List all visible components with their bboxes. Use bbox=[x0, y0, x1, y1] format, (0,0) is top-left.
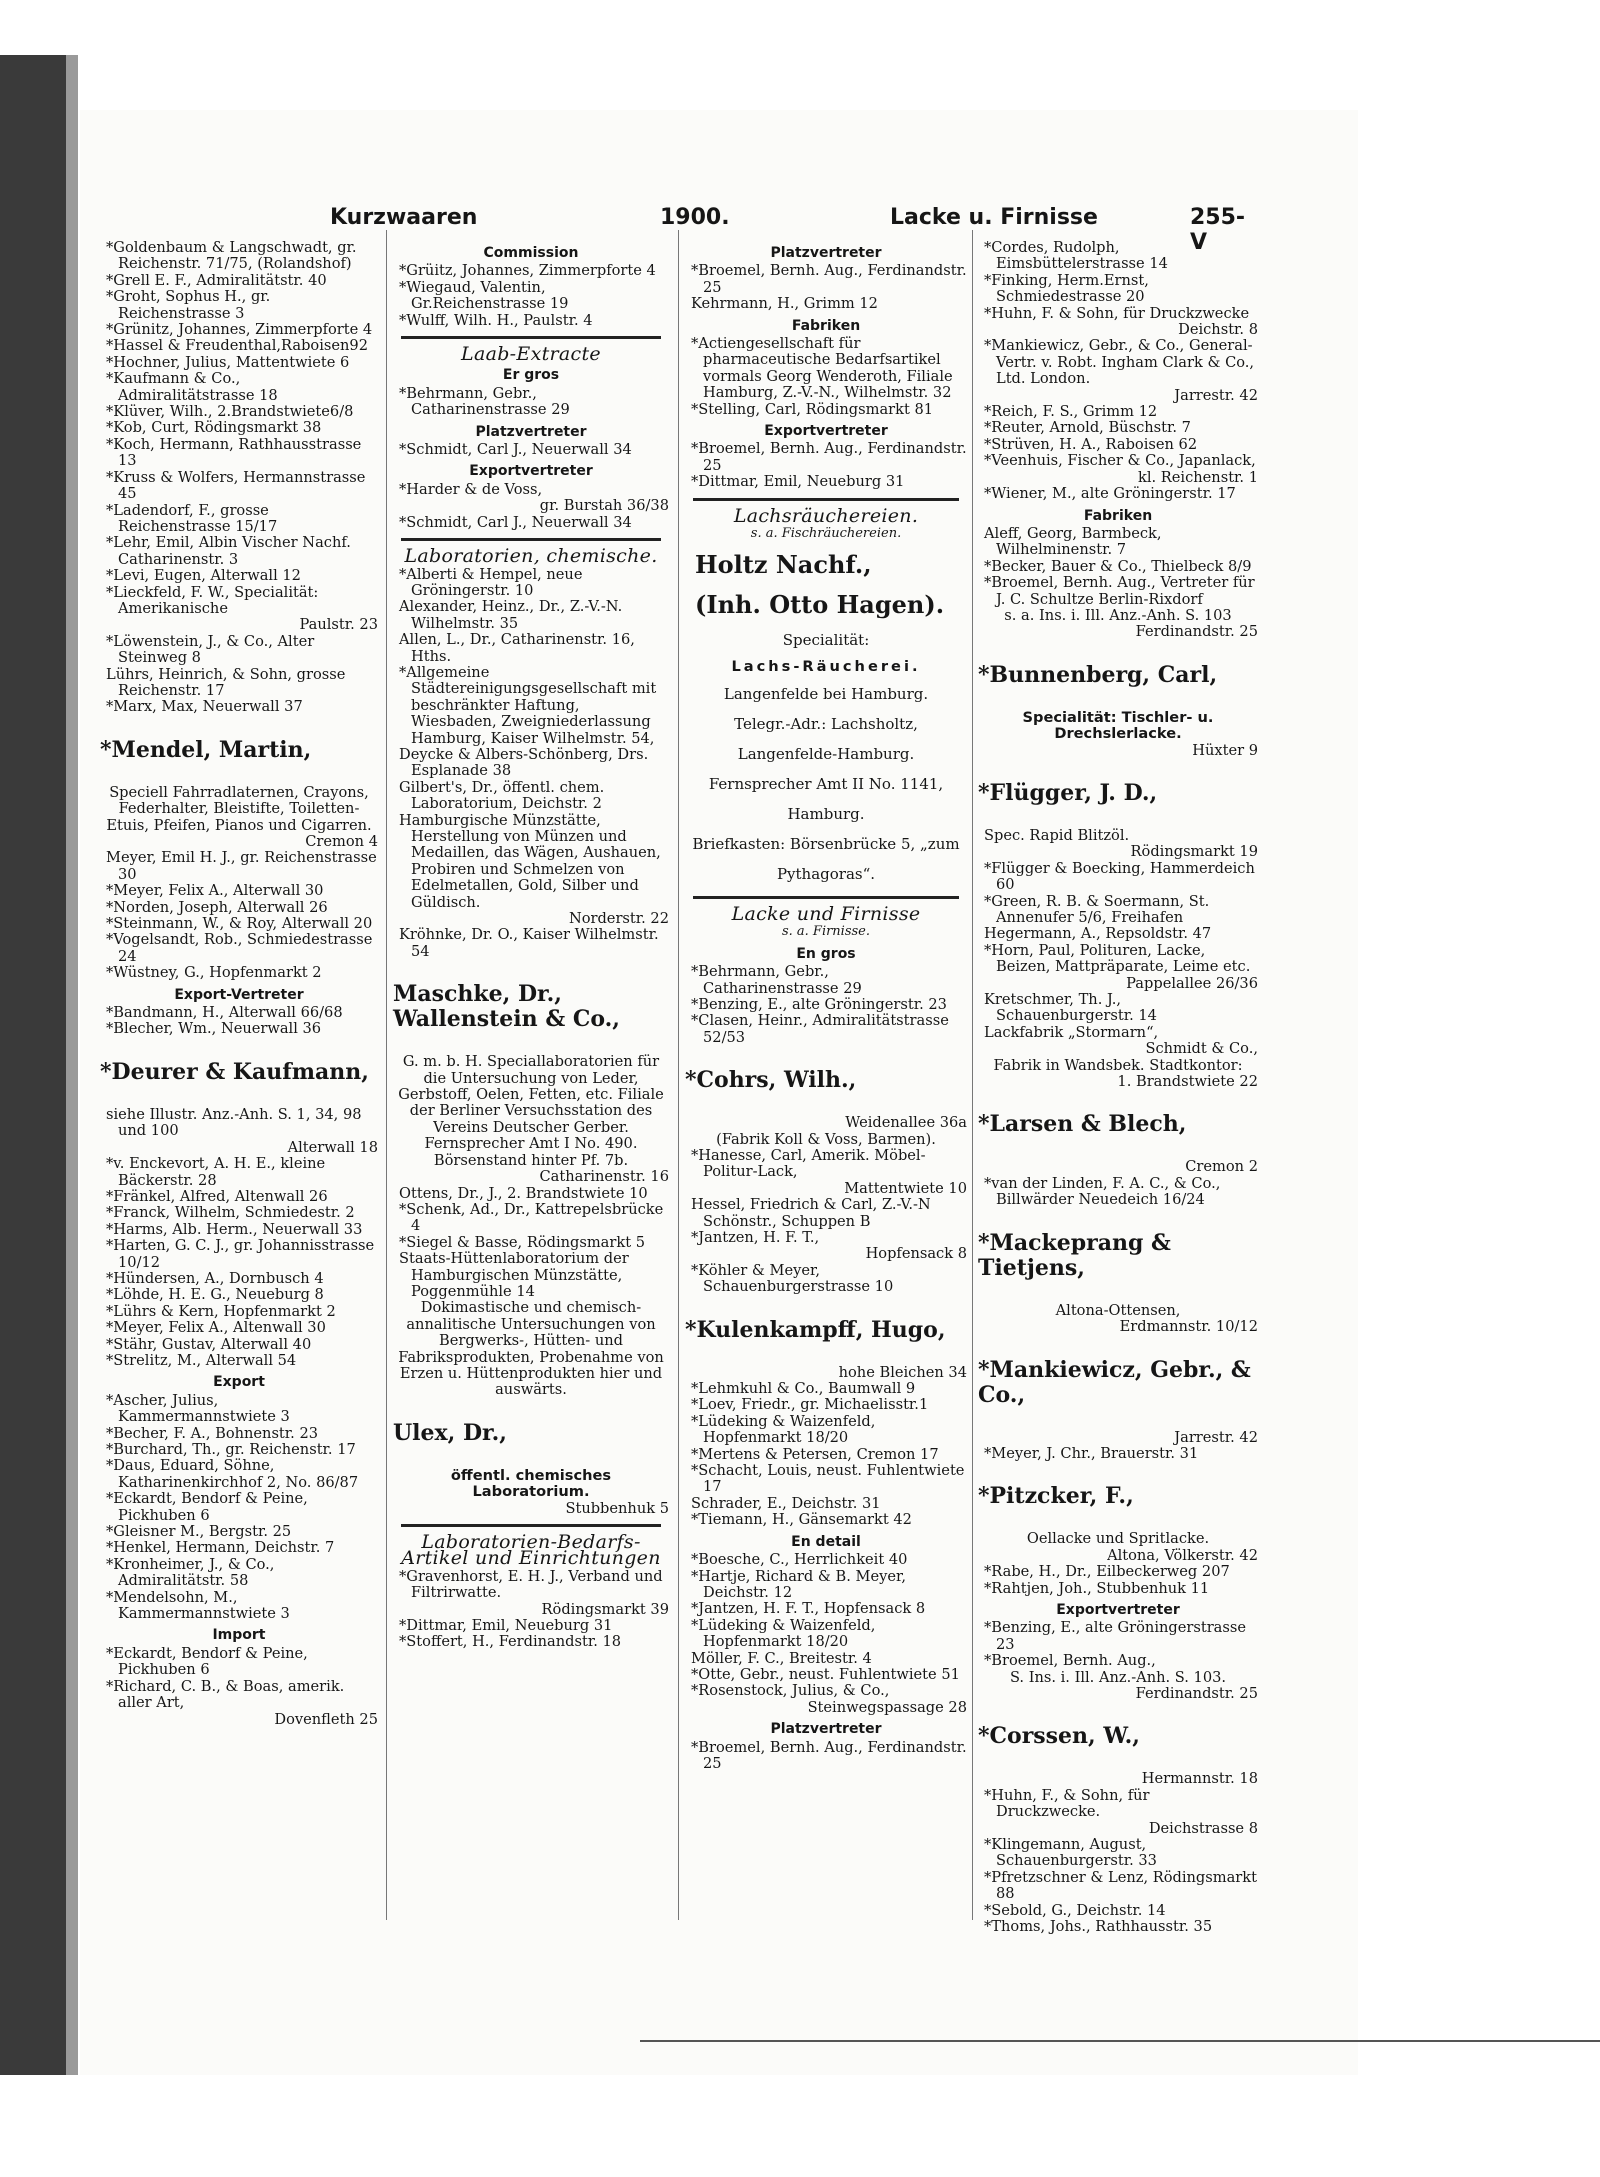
directory-entry: *Henkel, Hermann, Deichstr. 7 bbox=[106, 1539, 335, 1557]
directory-entry: *Finking, Herm.Ernst, Schmiedestrasse 20 bbox=[984, 271, 1149, 306]
section-heading: Platzvertreter bbox=[770, 245, 882, 261]
entry-address: Weidenallee 36a bbox=[845, 1114, 967, 1132]
section-heading: Fabriken bbox=[1083, 507, 1153, 524]
entry-address: Rödingsmarkt 19 bbox=[1130, 843, 1258, 861]
entry-address: Pappelallee 26/36 bbox=[1126, 974, 1258, 992]
section-heading: Platzvertreter bbox=[475, 423, 587, 440]
directory-entry: *Tiemann, H., Gänsemarkt 42 bbox=[691, 1511, 912, 1529]
directory-entry: *Veenhuis, Fischer & Co., Japanlack, bbox=[984, 452, 1256, 470]
directory-entry: Hamburgische Münzstätte, Herstellung von Münzen und Medaillen, das Wägen, Aushauen, Probiren und Schmelzen von Edelmetallen, Gold, Silber und Güldisch. bbox=[399, 811, 661, 911]
directory-entry: *Hartje, Richard & B. Meyer, Deichstr. 12 bbox=[691, 1567, 906, 1601]
directory-entry: *Marx, Max, Neuerwall 37 bbox=[106, 698, 303, 716]
directory-entry: Möller, F. C., Breitestr. 4 bbox=[691, 1649, 872, 1667]
featured-firm-name: *Cohrs, Wilh., bbox=[685, 1067, 857, 1094]
directory-entry: *Kaufmann & Co., Admiralitätstrasse 18 bbox=[106, 370, 278, 404]
entry-note: (Fabrik Koll & Voss, Barmen). bbox=[716, 1130, 936, 1148]
directory-entry: Alexander, Heinz., Dr., Z.-V.-N. Wilhelmstr. 35 bbox=[399, 598, 623, 632]
section-heading: Export bbox=[213, 1374, 265, 1391]
advert-line: Specialität: bbox=[782, 630, 870, 649]
directory-entry: Kehrmann, H., Grimm 12 bbox=[691, 295, 878, 313]
section-heading: Er gros bbox=[502, 367, 560, 384]
section-title: Laab-Extracte bbox=[461, 343, 601, 366]
directory-entry: *Broemel, Bernh. Aug., Vertreter für J. C. Schultze Berlin-Rixdorf bbox=[984, 574, 1255, 608]
directory-entry: Deycke & Albers-Schönberg, Drs. Esplanade 38 bbox=[399, 745, 649, 780]
directory-entry: *Rabe, H., Dr., Eilbeckerweg 207 bbox=[984, 1563, 1230, 1581]
directory-entry: *Kronheimer, J., & Co., Admiralitätstr. 58 bbox=[106, 1555, 275, 1590]
directory-entry: *van der Linden, F. A. C., & Co., Billwärder Neuedeich 16/24 bbox=[984, 1174, 1221, 1209]
entry-note: Speciell Fahrradlaternen, Crayons, Federhalter, Bleistifte, Toiletten-Etuis, Pfeifen, Pianos und Cigarren. bbox=[106, 783, 372, 834]
section-heading: Export-Vertreter bbox=[174, 986, 304, 1003]
entry-note: s. a. Ins. i. Ill. Anz.-Anh. S. 103 bbox=[1004, 606, 1232, 624]
section-heading: Fabriken bbox=[791, 317, 861, 334]
featured-firm-name: *Mendel, Martin, bbox=[100, 736, 312, 763]
directory-entry: *Koch, Hermann, Rathhausstrasse 13 bbox=[106, 435, 362, 470]
directory-entry: *Behrmann, Gebr., Catharinenstrasse 29 bbox=[691, 963, 862, 997]
directory-entry: *Lehr, Emil, Albin Vischer Nachf. Catharinenstr. 3 bbox=[106, 534, 351, 568]
advert-firm-name: Holtz Nachf., bbox=[695, 549, 872, 579]
directory-entry: *Becher, F. A., Bohnenstr. 23 bbox=[106, 1424, 319, 1442]
directory-entry: *Vogelsandt, Rob., Schmiedestrasse 24 bbox=[106, 931, 373, 965]
directory-entry: *Blecher, Wm., Neuerwall 36 bbox=[106, 1020, 322, 1038]
section-rule bbox=[401, 538, 661, 541]
directory-entry: *Horn, Paul, Polituren, Lacke, Beizen, Mattpräparate, Leime etc. bbox=[984, 941, 1251, 976]
directory-entry: *Broemel, Bernh. Aug., bbox=[984, 1652, 1156, 1670]
directory-entry: *Norden, Joseph, Alterwall 26 bbox=[106, 898, 328, 916]
directory-entry: *Broemel, Bernh. Aug., Ferdinandstr. 25 bbox=[691, 1738, 967, 1772]
directory-entry: *Mankiewicz, Gebr., & Co., General-Vertr. v. Robt. Ingham Clark & Co., Ltd. London. bbox=[984, 337, 1255, 388]
directory-entry: *Broemel, Bernh. Aug., Ferdinandstr. 25 bbox=[691, 262, 967, 296]
directory-entry: *Klingemann, August, Schauenburgerstr. 33 bbox=[984, 1836, 1157, 1870]
entry-address: Rödingsmarkt 39 bbox=[541, 1600, 669, 1618]
directory-entry: *Klüver, Wilh., 2.Brandstwiete6/8 bbox=[106, 403, 354, 421]
advert-specialty: Lachs-Räucherei. bbox=[731, 657, 921, 675]
section-heading: En detail bbox=[791, 1533, 861, 1550]
directory-entry: *Meyer, Felix A., Altenwall 30 bbox=[106, 1319, 326, 1337]
entry-address: kl. Reichenstr. 1 bbox=[1138, 468, 1258, 486]
directory-entry: Staats-Hüttenlaboratorium der Hamburgischen Münzstätte, Poggenmühle 14 bbox=[399, 1250, 629, 1300]
entry-address: Stubbenhuk 5 bbox=[565, 1499, 669, 1517]
directory-entry: *Ladendorf, F., grosse Reichenstrasse 15/17 bbox=[106, 501, 278, 535]
featured-firm-note: öffentl. chemisches Laboratorium. bbox=[450, 1466, 612, 1501]
section-heading: Commission bbox=[483, 245, 579, 261]
entry-address: hohe Bleichen 34 bbox=[838, 1363, 967, 1381]
directory-entry: *Grüitz, Johannes, Zimmerpforte 4 bbox=[399, 262, 656, 280]
entry-address: Jarrestr. 42 bbox=[1174, 1428, 1258, 1446]
directory-entry: Allen, L., Dr., Catharinenstr. 16, Hths. bbox=[399, 631, 635, 665]
directory-entry: *Stoffert, H., Ferdinandstr. 18 bbox=[399, 1633, 622, 1651]
section-rule bbox=[401, 336, 661, 339]
advert-line: Fernsprecher Amt II No. 1141, Hamburg. bbox=[708, 774, 944, 823]
directory-entry: *Levi, Eugen, Alterwall 12 bbox=[106, 567, 301, 585]
featured-firm-name: *Flügger, J. D., bbox=[978, 779, 1158, 806]
directory-entry: *Wüstney, G., Hopfenmarkt 2 bbox=[106, 964, 322, 982]
entry-address: Norderstr. 22 bbox=[568, 910, 669, 928]
entry-address: Cremon 4 bbox=[305, 833, 378, 850]
section-subtitle: s. a. Firnisse. bbox=[781, 924, 871, 940]
directory-entry: *Meyer, Felix A., Alterwall 30 bbox=[106, 882, 324, 900]
directory-entry: *Hochner, Julius, Mattentwiete 6 bbox=[106, 353, 350, 371]
column-4 bbox=[978, 240, 1258, 1935]
featured-firm-name: *Kulenkampff, Hugo, bbox=[685, 1316, 946, 1343]
advert-line: Langenfelde bei Hamburg. bbox=[723, 684, 929, 703]
directory-entry: *Lüdeking & Waizenfeld, Hopfenmarkt 18/20 bbox=[691, 1412, 876, 1447]
directory-entry: Kröhnke, Dr. O., Kaiser Wilhelmstr. 54 bbox=[399, 926, 659, 960]
directory-entry: *Rosenstock, Julius, & Co., bbox=[691, 1682, 890, 1700]
directory-entry: *Lehmkuhl & Co., Baumwall 9 bbox=[691, 1380, 916, 1398]
section-rule bbox=[401, 1524, 661, 1527]
directory-entry: *Hündersen, A., Dornbusch 4 bbox=[106, 1269, 324, 1287]
directory-entry: Ottens, Dr., J., 2. Brandstwiete 10 bbox=[399, 1184, 648, 1202]
directory-entry: Meyer, Emil H. J., gr. Reichenstrasse 30 bbox=[106, 849, 377, 883]
entry-address: Deichstr. 8 bbox=[1178, 321, 1258, 339]
directory-entry: *Meyer, J. Chr., Brauerstr. 31 bbox=[984, 1444, 1199, 1462]
directory-entry: *Thoms, Johs., Rathhausstr. 35 bbox=[984, 1918, 1213, 1936]
directory-entry: *Alberti & Hempel, neue Gröningerstr. 10 bbox=[399, 565, 583, 599]
directory-entry: *Löhde, H. E. G., Neueburg 8 bbox=[106, 1286, 324, 1304]
entry-address: Schmidt & Co., bbox=[1145, 1040, 1258, 1058]
entry-note: Oellacke und Spritlacke. bbox=[1026, 1530, 1210, 1548]
directory-entry: *Wiegaud, Valentin, Gr.Reichenstrasse 19 bbox=[399, 278, 569, 313]
directory-entry: *Becker, Bauer & Co., Thielbeck 8/9 bbox=[984, 557, 1252, 575]
directory-entry: Hegermann, A., Repsoldstr. 47 bbox=[984, 925, 1212, 943]
entry-address: Dovenfleth 25 bbox=[274, 1710, 378, 1728]
directory-entry: *Lüdeking & Waizenfeld, Hopfenmarkt 18/20 bbox=[691, 1616, 876, 1651]
directory-entry: *Kob, Curt, Rödingsmarkt 38 bbox=[106, 419, 322, 437]
section-heading: Exportvertreter bbox=[469, 463, 593, 480]
featured-firm-name: *Mackeprang & Tietjens, bbox=[978, 1229, 1171, 1281]
directory-entry: *Allgemeine Städtereinigungsgesellschaft mit beschränkter Haftung, Wiesbaden, Zweigniederlassung Hamburg, Kaiser Wilhelmstr. 54, bbox=[399, 663, 657, 747]
directory-entry: *Siegel & Basse, Rödingsmarkt 5 bbox=[399, 1233, 645, 1251]
directory-entry: *Pfretzschner & Lenz, Rödingsmarkt 88 bbox=[984, 1868, 1257, 1903]
entry-address: Ferdinandstr. 25 bbox=[1135, 623, 1258, 641]
directory-entry: *Löwenstein, J., & Co., Alter Steinweg 8 bbox=[106, 632, 315, 667]
directory-entry: *Strüven, H. A., Raboisen 62 bbox=[984, 435, 1198, 453]
directory-entry: *Huhn, F., & Sohn, für Druckzwecke. bbox=[984, 1786, 1150, 1821]
entry-address: Hüxter 9 bbox=[1192, 741, 1258, 759]
directory-entry: *Gleisner M., Bergstr. 25 bbox=[106, 1523, 292, 1541]
entry-address: Deichstrasse 8 bbox=[1148, 1819, 1258, 1837]
section-heading: En gros bbox=[796, 945, 856, 962]
directory-entry: *Harder & de Voss, bbox=[399, 480, 543, 498]
entry-address: Ferdinandstr. 25 bbox=[1135, 1684, 1258, 1702]
directory-entry: *Dittmar, Emil, Neueburg 31 bbox=[691, 473, 905, 491]
directory-entry: *Boesche, C., Herrlichkeit 40 bbox=[691, 1551, 908, 1569]
directory-entry: Gilbert's, Dr., öffentl. chem. Laboratorium, Deichstr. 2 bbox=[399, 778, 605, 813]
entry-address: Paulstr. 23 bbox=[299, 616, 378, 634]
directory-entry: *Schenk, Ad., Dr., Kattrepelsbrücke 4 bbox=[399, 1200, 664, 1235]
featured-firm-note: Specialität: Tischler- u. Drechslerlacke. bbox=[1022, 708, 1214, 743]
entry-address: 1. Brandstwiete 22 bbox=[1117, 1073, 1258, 1091]
directory-entry: *Reich, F. S., Grimm 12 bbox=[984, 403, 1158, 421]
entry-address: Hopfensack 8 bbox=[865, 1245, 967, 1263]
featured-firm-name: Maschke, Dr., Wallenstein & Co., bbox=[393, 981, 620, 1033]
directory-entry: Lackfabrik „Stormarn“, bbox=[984, 1023, 1159, 1041]
directory-entry: *Schacht, Louis, neust. Fuhlentwiete 17 bbox=[691, 1462, 965, 1496]
directory-entry: *Kruss & Wolfers, Hermannstrasse 45 bbox=[106, 468, 366, 503]
directory-entry: *Eckardt, Bendorf & Peine, Pickhuben 6 bbox=[106, 1644, 308, 1679]
directory-entry: *Reuter, Arnold, Büschstr. 7 bbox=[984, 419, 1191, 437]
directory-entry: *Benzing, E., alte Gröningerstrasse 23 bbox=[984, 1619, 1246, 1653]
directory-entry: *Stähr, Gustav, Alterwall 40 bbox=[106, 1335, 312, 1353]
directory-entry: Lührs, Heinrich, & Sohn, grosse Reichenstr. 17 bbox=[106, 665, 346, 699]
directory-entry: *Dittmar, Emil, Neueburg 31 bbox=[399, 1617, 613, 1635]
section-heading: Platzvertreter bbox=[770, 1721, 882, 1738]
directory-entry: *Mendelsohn, M., Kammermannstwiete 3 bbox=[106, 1588, 290, 1623]
directory-entry: *Burchard, Th., gr. Reichenstr. 17 bbox=[106, 1441, 356, 1458]
column-3 bbox=[685, 240, 967, 1772]
entry-note: G. m. b. H. Speciallaboratorien für die Untersuchung von Leder, Gerbstoff, Oelen, Fetten, etc. Filiale der Berliner Versuchsstation des Vereins Deutscher Gerber. Fernsprecher Amt I No. 490. Börsenstand hinter Pf. 7b. bbox=[398, 1053, 664, 1169]
entry-address: Cremon 2 bbox=[1185, 1158, 1258, 1176]
directory-entry: *Steinmann, W., & Roy, Alterwall 20 bbox=[106, 915, 373, 933]
featured-firm-name: Ulex, Dr., bbox=[393, 1419, 507, 1446]
featured-firm-name: *Larsen & Blech, bbox=[978, 1111, 1187, 1138]
directory-entry: *Fränkel, Alfred, Altenwall 26 bbox=[106, 1187, 328, 1205]
section-heading: Exportvertreter bbox=[1056, 1601, 1180, 1618]
entry-address: Altona, Völkerstr. 42 bbox=[1107, 1546, 1258, 1564]
directory-entry: *Daus, Eduard, Söhne, Katharinenkirchhof 2, No. 86/87 bbox=[106, 1457, 359, 1491]
directory-entry: *Grell E. F., Admiralitätstr. 40 bbox=[106, 271, 327, 289]
header-left-title: Kurzwaaren bbox=[330, 205, 478, 230]
advert-line: Briefkasten: Börsenbrücke 5, „zum Pythagoras“. bbox=[692, 834, 960, 883]
directory-entry: *Sebold, G., Deichstr. 14 bbox=[984, 1901, 1166, 1919]
directory-entry: *Franck, Wilhelm, Schmiedestr. 2 bbox=[106, 1204, 355, 1222]
directory-entry: Spec. Rapid Blitzöl. bbox=[984, 826, 1130, 844]
directory-entry: *Grünitz, Johannes, Zimmerpforte 4 bbox=[106, 321, 373, 339]
entry-address: Catharinenstr. 16 bbox=[539, 1168, 669, 1186]
directory-entry: *Ascher, Julius, Kammermannstwiete 3 bbox=[106, 1391, 290, 1426]
section-title: Laboratorien, chemische. bbox=[404, 545, 658, 568]
directory-entry: *Richard, C. B., & Boas, amerik. aller Art, bbox=[106, 1677, 345, 1712]
directory-entry: *Harten, G. C. J., gr. Johannisstrasse 10/12 bbox=[106, 1237, 375, 1271]
directory-entry: *Wulff, Wilh. H., Paulstr. 4 bbox=[399, 311, 593, 329]
entry-address: Alterwall 18 bbox=[287, 1138, 378, 1156]
section-title: Laboratorien-Bedarfs-Artikel und Einrichtungen bbox=[401, 1531, 661, 1570]
directory-entry: *Otte, Gebr., neust. Fuhlentwiete 51 bbox=[691, 1665, 960, 1683]
directory-entry: *Wiener, M., alte Gröningerstr. 17 bbox=[984, 485, 1236, 503]
directory-entry: *Köhler & Meyer, Schauenburgerstrasse 10 bbox=[691, 1261, 894, 1296]
directory-entry: *Eckardt, Bendorf & Peine, Pickhuben 6 bbox=[106, 1490, 308, 1524]
directory-entry: Schrader, E., Deichstr. 31 bbox=[691, 1494, 881, 1512]
directory-entry: Kretschmer, Th. J., Schauenburgerstr. 14 bbox=[984, 991, 1157, 1025]
directory-entry: *Flügger & Boecking, Hammerdeich 60 bbox=[984, 859, 1255, 894]
directory-entry: *Mertens & Petersen, Cremon 17 bbox=[691, 1445, 939, 1463]
featured-firm-name: *Mankiewicz, Gebr., & Co., bbox=[978, 1356, 1251, 1408]
directory-entry: *Hassel & Freudenthal,Raboisen92 bbox=[106, 337, 368, 355]
featured-firm-name: *Pitzcker, F., bbox=[978, 1483, 1134, 1510]
section-subtitle: s. a. Fischräuchereien. bbox=[750, 526, 902, 542]
directory-entry: *v. Enckevort, A. H. E., kleine Bäckerstr. 28 bbox=[106, 1155, 326, 1189]
book-spine bbox=[0, 55, 78, 2075]
featured-firm-name: *Deurer & Kaufmann, bbox=[100, 1058, 369, 1085]
entry-address: Jarrestr. 42 bbox=[1174, 386, 1258, 404]
page-number: 255-V bbox=[1190, 205, 1246, 255]
header-right-title: Lacke u. Firnisse bbox=[890, 205, 1098, 230]
featured-firm-name: *Bunnenberg, Carl, bbox=[978, 661, 1218, 688]
advert-firm-name: (Inh. Otto Hagen). bbox=[695, 589, 945, 619]
directory-entry: *Rahtjen, Joh., Stubbenhuk 11 bbox=[984, 1579, 1210, 1597]
directory-entry: *Groht, Sophus H., gr. Reichenstrasse 3 bbox=[106, 288, 271, 322]
directory-entry: *Green, R. B. & Soermann, St. Annenufer 5/6, Freihafen bbox=[984, 892, 1210, 926]
directory-entry: *Gravenhorst, E. H. J., Verband und Filtrirwatte. bbox=[399, 1567, 663, 1602]
directory-entry: *Actiengesellschaft für pharmaceutische Bedarfsartikel vormals Georg Wenderoth, Filiale Hamburg, Z.-V.-N., Wilhelmstr. 32 bbox=[691, 335, 953, 402]
entry-address: Hermannstr. 18 bbox=[1141, 1770, 1258, 1788]
section-rule bbox=[693, 896, 959, 899]
directory-entry: *Strelitz, M., Alterwall 54 bbox=[106, 1351, 297, 1369]
directory-entry: *Stelling, Carl, Rödingsmarkt 81 bbox=[691, 400, 934, 418]
entry-address: Erdmannstr. 10/12 bbox=[1119, 1318, 1258, 1336]
directory-entry: *Benzing, E., alte Gröningerstr. 23 bbox=[691, 995, 947, 1013]
directory-entry: *Jantzen, H. F. T., Hopfensack 8 bbox=[691, 1600, 926, 1618]
directory-entry: *Schmidt, Carl J., Neuerwall 34 bbox=[399, 513, 632, 531]
directory-entry: siehe Illustr. Anz.-Anh. S. 1, 34, 98 und 100 bbox=[106, 1105, 362, 1140]
column-divider bbox=[386, 230, 387, 1920]
directory-entry: *Harms, Alb. Herm., Neuerwall 33 bbox=[106, 1220, 363, 1238]
directory-entry: *Broemel, Bernh. Aug., Ferdinandstr. 25 bbox=[691, 440, 967, 474]
directory-entry: *Loev, Friedr., gr. Michaelisstr.1 bbox=[691, 1396, 929, 1414]
entry-note: Fabrik in Wandsbek. Stadtkontor: bbox=[993, 1056, 1243, 1074]
column-1 bbox=[100, 240, 378, 1728]
directory-entry: *Lührs & Kern, Hopfenmarkt 2 bbox=[106, 1302, 336, 1320]
directory-entry: *Jantzen, H. F. T., bbox=[691, 1229, 820, 1246]
directory-entry: Aleff, Georg, Barmbeck, Wilhelminenstr. 7 bbox=[984, 524, 1162, 559]
directory-entry: *Schmidt, Carl J., Neuerwall 34 bbox=[399, 441, 632, 459]
page-bottom-edge bbox=[640, 2040, 1600, 2062]
section-title: Lacke und Firnisse bbox=[731, 902, 921, 925]
directory-entry: *Cordes, Rudolph, Eimsbüttelerstrasse 14 bbox=[984, 239, 1168, 273]
header-year: 1900. bbox=[660, 205, 730, 230]
directory-entry: *Behrmann, Gebr., Catharinenstrasse 29 bbox=[399, 384, 570, 419]
section-title: Lachsräuchereien. bbox=[733, 504, 919, 527]
entry-note: Altona-Ottensen, bbox=[1055, 1301, 1181, 1319]
section-heading: Import bbox=[212, 1627, 266, 1644]
section-rule bbox=[693, 498, 959, 501]
directory-entry: *Goldenbaum & Langschwadt, gr. Reichenstr. 71/75, (Rolandshof) bbox=[106, 239, 357, 273]
directory-entry: *Hanesse, Carl, Amerik. Möbel-Politur-Lack, bbox=[691, 1146, 926, 1181]
directory-entry: *Lieckfeld, F. W., Specialität: Amerikanische bbox=[106, 583, 319, 617]
entry-address: gr. Burstah 36/38 bbox=[539, 497, 669, 515]
directory-entry: Hessel, Friedrich & Carl, Z.-V.-N Schönstr., Schuppen B bbox=[691, 1196, 931, 1230]
directory-entry: *Clasen, Heinr., Admiralitätstrasse 52/53 bbox=[691, 1012, 949, 1046]
entry-address: Mattentwiete 10 bbox=[844, 1179, 967, 1197]
featured-firm-name: *Corssen, W., bbox=[978, 1723, 1140, 1750]
section-heading: Exportvertreter bbox=[764, 423, 888, 440]
directory-entry: *Bandmann, H., Alterwall 66/68 bbox=[106, 1004, 343, 1022]
column-2 bbox=[393, 240, 669, 1651]
entry-note: Dokimastische und chemisch-annalitische Untersuchungen von Bergwerks-, Hütten- und Fabriksprodukten, Probenahme von Erzen u. Hüttenprodukten hier und auswärts. bbox=[398, 1299, 664, 1399]
advert-line: Telegr.-Adr.: Lachsholtz, Langenfelde-Hamburg. bbox=[734, 714, 918, 763]
entry-address: Steinwegspassage 28 bbox=[807, 1698, 967, 1716]
column-divider bbox=[972, 230, 973, 1920]
column-divider bbox=[678, 230, 679, 1920]
directory-entry: *Huhn, F. & Sohn, für Druckzwecke bbox=[984, 304, 1250, 322]
entry-note: S. Ins. i. Ill. Anz.-Anh. S. 103. bbox=[1009, 1668, 1227, 1686]
